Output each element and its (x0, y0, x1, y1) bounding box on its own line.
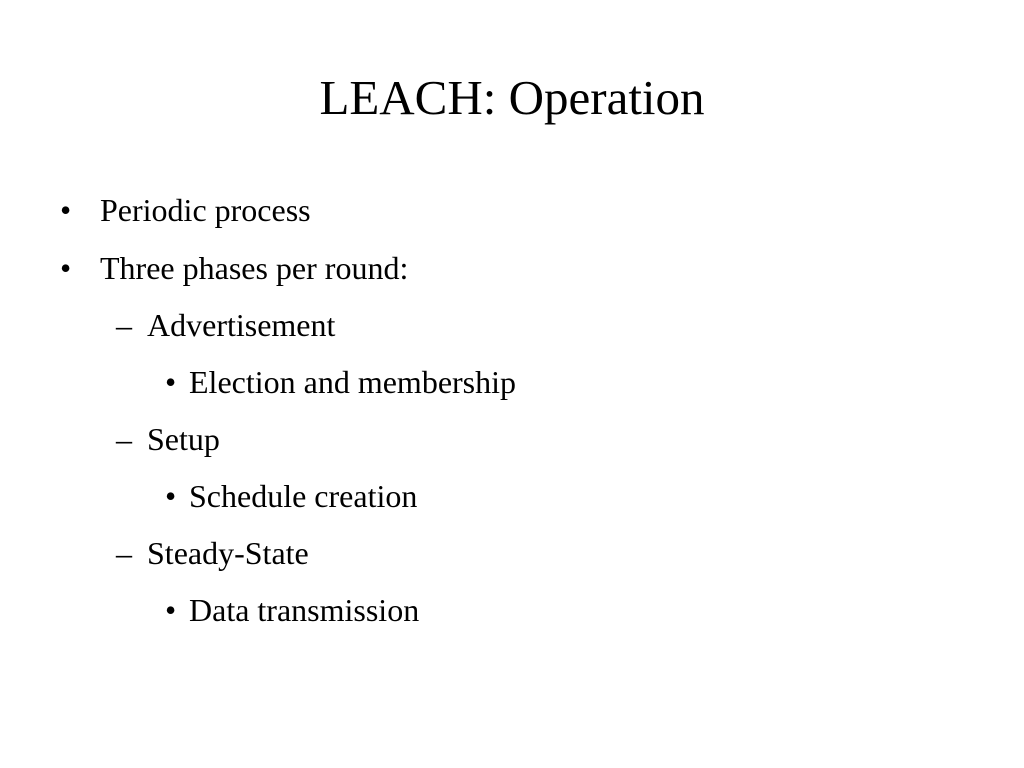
slide-title: LEACH: Operation (319, 70, 705, 125)
sub-item-text: Advertisement (147, 307, 336, 343)
sub-sub-item-text: Data transmission (189, 592, 420, 628)
bullet-marker: • (165, 592, 177, 628)
bullet-marker: • (60, 250, 72, 286)
dash-marker: – (116, 421, 132, 457)
sub-item-text: Steady-State (147, 535, 309, 571)
bullet-text: Three phases per round: (100, 250, 409, 286)
dash-marker: – (116, 535, 132, 571)
bullet-marker: • (60, 192, 72, 228)
dash-marker: – (116, 307, 132, 343)
bullet-marker: • (165, 364, 177, 400)
bullet-marker: • (165, 478, 177, 514)
sub-sub-item-text: Election and membership (189, 364, 517, 400)
sub-sub-item-text: Schedule creation (189, 478, 418, 514)
bullet-text: Periodic process (100, 192, 311, 228)
sub-item-text: Setup (147, 421, 220, 457)
